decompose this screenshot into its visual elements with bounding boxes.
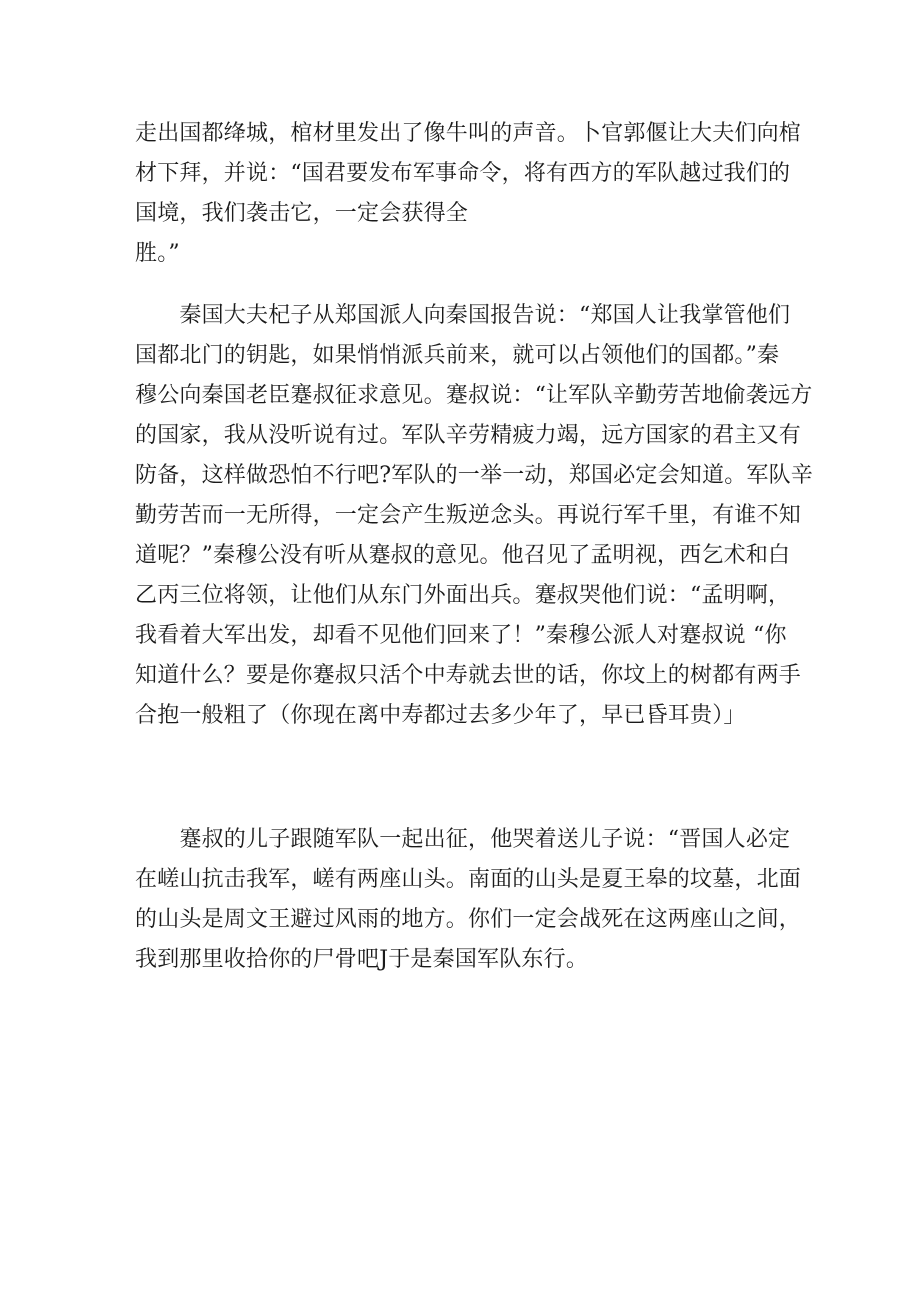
text-line: 穆公向秦国老臣蹇叔征求意见。蹇叔说：“让军队辛勤劳苦地偷袭远方 xyxy=(135,383,813,408)
text-line: 的国家，我从没听说有过。军队辛劳精疲力竭，远方国家的君主又有 xyxy=(135,423,802,448)
text-line: 道呢？”秦穆公没有听从蹇叔的意见。他召见了孟明视，西乞术和白 xyxy=(135,543,791,568)
text-line: 走出国都绛城，棺材里发出了像牛叫的声音。卜官郭偃让大夫们向棺 xyxy=(135,121,802,146)
text-line: 我看着大军出发，却看不见他们回来了！”秦穆公派人对蹇叔说 “你 xyxy=(135,623,787,648)
text-line: 国境，我们袭击它，一定会获得全 xyxy=(135,201,469,226)
paragraph-3 xyxy=(135,820,802,980)
paragraph-2 xyxy=(135,296,813,736)
text-line: 我到那里收拾你的尸骨吧J于是秦国军队东行。 xyxy=(135,947,589,972)
text-line: 蹇叔的儿子跟随军队一起出征，他哭着送儿子说：“晋国人必定 xyxy=(135,827,791,852)
text-line: 国都北门的钥匙，如果悄悄派兵前来，就可以占领他们的国都。”秦 xyxy=(135,343,780,368)
paragraph-1 xyxy=(135,114,802,274)
text-line: 胜。” xyxy=(135,241,180,266)
text-line: 勤劳苦而一无所得，一定会产生叛逆念头。再说行军千里，有谁不知 xyxy=(135,503,802,528)
text-line: 知道什么？要是你蹇叔只活个中寿就去世的话，你坟上的树都有两手 xyxy=(135,663,802,688)
text-line: 合抱一般粗了（你现在离中寿都过去多少年了，早已昏耳贵）」 xyxy=(135,703,746,728)
text-line: 的山头是周文王避过风雨的地方。你们一定会战死在这两座山之间， xyxy=(135,907,802,932)
text-line: 乙丙三位将领，让他们从东门外面出兵。蹇叔哭他们说：“孟明啊， xyxy=(135,583,791,608)
text-line: 防备，这样做恐怕不行吧?军队的一举一动，郑国必定会知道。军队辛 xyxy=(135,463,813,488)
text-line: 秦国大夫杞子从郑国派人向秦国报告说：“郑国人让我掌管他们 xyxy=(135,303,791,328)
text-line: 材下拜，并说：“国君要发布军事命令，将有西方的军队越过我们的 xyxy=(135,161,791,186)
text-line: 在嵯山抗击我军，嵯有两座山头。南面的山头是夏王皋的坟墓，北面 xyxy=(135,867,802,892)
